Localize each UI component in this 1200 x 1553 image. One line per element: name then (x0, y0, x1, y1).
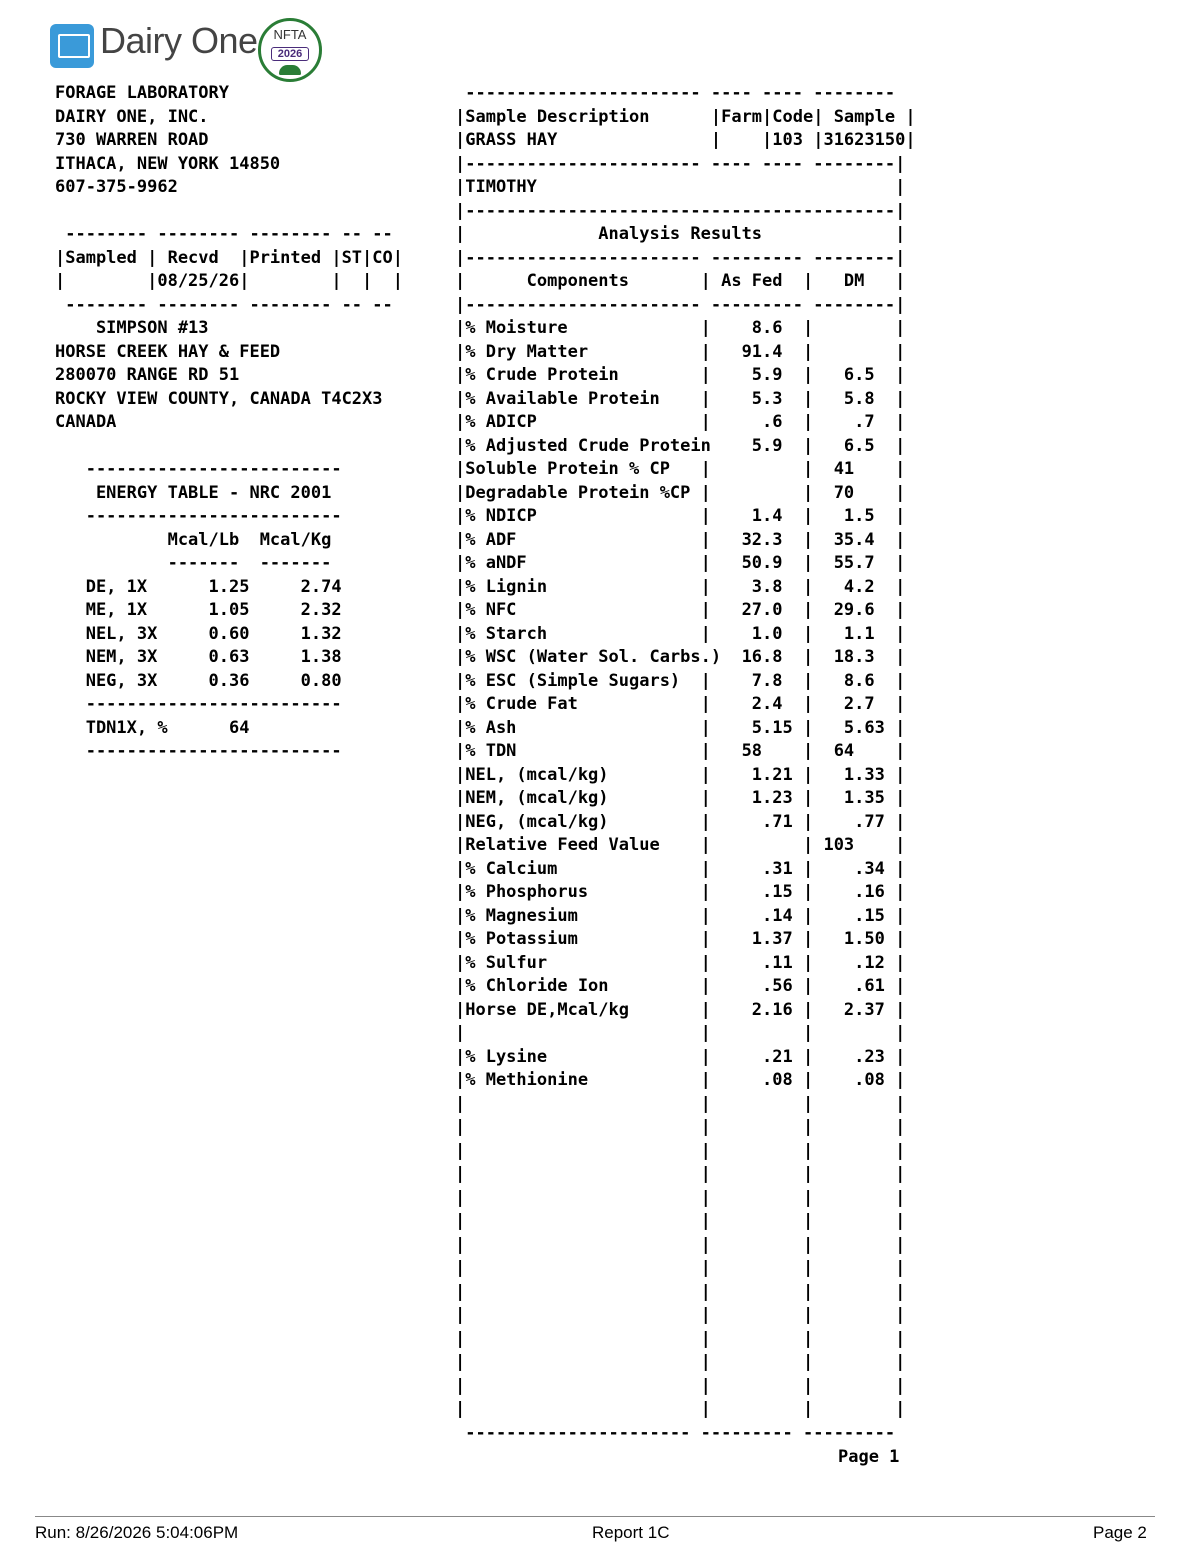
analysis-line: |% Dry Matter | 91.4 | | (455, 341, 906, 362)
analysis-line: |TIMOTHY | (455, 177, 906, 197)
analysis-line: |% NDICP | 1.4 | 1.5 | (455, 506, 906, 526)
lab-info-line: DE, 1X 1.25 2.74 (55, 576, 342, 597)
analysis-line: |% Magnesium | .14 | .15 | (455, 905, 906, 926)
analysis-line: |Degradable Protein %CP | | 70 | (455, 482, 906, 503)
analysis-line: ---------------------- --------- --------- (455, 1422, 896, 1443)
analysis-line: |Relative Feed Value | | 103 | (455, 835, 906, 855)
lab-info-line: |Sampled | Recvd |Printed |ST|CO| (55, 247, 403, 268)
lab-info-line: FORAGE LABORATORY (55, 83, 229, 103)
footer-run-timestamp: Run: 8/26/2026 5:04:06PM (35, 1523, 239, 1542)
analysis-line: | | | | (455, 1093, 906, 1114)
analysis-line: |% aNDF | 50.9 | 55.7 | (455, 553, 906, 573)
dairy-one-logo-icon (50, 24, 94, 68)
lab-info-line: | |08/25/26| | | | (55, 271, 403, 291)
lab-info-line: ENERGY TABLE - NRC 2001 (55, 482, 332, 503)
lab-info-line (55, 435, 403, 459)
lab-info-line: ROCKY VIEW COUNTY, CANADA T4C2X3 (55, 388, 383, 409)
analysis-line: ----------------------- ---- ---- -------- (455, 83, 896, 103)
analysis-line: |Soluble Protein % CP | | 41 | (455, 459, 906, 479)
lab-info-line: CANADA (55, 412, 117, 432)
analysis-line: |----------------------- --------- --------| (455, 247, 906, 268)
analysis-line: |% WSC (Water Sol. Carbs.) 16.8 | 18.3 | (455, 647, 906, 667)
analysis-line: |% Lysine | .21 | .23 | (455, 1046, 906, 1067)
analysis-results-block (455, 82, 916, 1445)
analysis-line: |% NFC | 27.0 | 29.6 | (455, 600, 906, 620)
lab-info-line: ------------------------- (55, 741, 342, 761)
nfta-seal-icon (258, 18, 322, 82)
analysis-line: | | | | (455, 1328, 906, 1349)
footer-divider (35, 1516, 1155, 1517)
lab-info-block (55, 82, 403, 764)
analysis-line: |% Sulfur | .11 | .12 | (455, 952, 906, 973)
analysis-line: |% ADICP | .6 | .7 | (455, 412, 906, 432)
analysis-line: |% Starch | 1.0 | 1.1 | (455, 623, 906, 644)
lab-info-line: ------------------------- (55, 506, 342, 526)
analysis-line: | | | | (455, 1211, 906, 1231)
analysis-line: | | | | (455, 1352, 906, 1372)
analysis-line: |NEL, (mcal/kg) | 1.21 | 1.33 | (455, 764, 906, 785)
analysis-line: |Sample Description |Farm|Code| Sample | (455, 106, 916, 127)
lab-info-line: ME, 1X 1.05 2.32 (55, 600, 342, 620)
seal-text: NFTA (273, 27, 307, 42)
analysis-line: | Components | As Fed | DM | (455, 271, 906, 291)
lab-info-line: ------------------------- (55, 459, 342, 479)
analysis-line: |% Adjusted Crude Protein 5.9 | 6.5 | (455, 435, 906, 456)
analysis-line: |% Lignin | 3.8 | 4.2 | (455, 576, 906, 597)
analysis-line: |Horse DE,Mcal/kg | 2.16 | 2.37 | (455, 999, 906, 1020)
analysis-line: |% Moisture | 8.6 | | (455, 318, 906, 338)
seal-year: 2026 (271, 47, 309, 61)
analysis-line: |GRASS HAY | |103 |31623150| (455, 130, 916, 150)
lab-info-line: 730 WARREN ROAD (55, 130, 209, 150)
page-number-label: Page 1 (838, 1447, 900, 1467)
lab-info-line: ------------------------- (55, 694, 342, 714)
analysis-line: |------------------------------------------| (455, 200, 906, 221)
logo-text: Dairy One (100, 20, 258, 61)
analysis-line: | | | | (455, 1258, 906, 1278)
analysis-line: | | | | (455, 1375, 906, 1396)
analysis-line: |% ESC (Simple Sugars) | 7.8 | 8.6 | (455, 670, 906, 691)
analysis-line: |----------------------- ---- ---- --------| (455, 153, 906, 174)
lab-info-line: -------- -------- -------- -- -- (55, 224, 393, 244)
analysis-line: |% Crude Protein | 5.9 | 6.5 | (455, 365, 906, 385)
analysis-line: | | | | (455, 1140, 906, 1161)
analysis-line: |% ADF | 32.3 | 35.4 | (455, 529, 906, 550)
analysis-line: |% Potassium | 1.37 | 1.50 | (455, 929, 906, 949)
analysis-line: |NEG, (mcal/kg) | .71 | .77 | (455, 811, 906, 832)
analysis-line: |% Calcium | .31 | .34 | (455, 858, 906, 879)
analysis-line: | Analysis Results | (455, 224, 906, 244)
lab-info-line: TDN1X, % 64 (55, 717, 250, 738)
footer-report-name: Report 1C (592, 1523, 670, 1542)
analysis-line: | | | | (455, 1187, 906, 1208)
analysis-line: | | | | (455, 1234, 906, 1255)
lab-info-line (55, 200, 403, 224)
analysis-line: | | | | (455, 1399, 906, 1419)
lab-info-line: DAIRY ONE, INC. (55, 106, 209, 127)
analysis-line: |% Crude Fat | 2.4 | 2.7 | (455, 694, 906, 714)
lab-info-line: Mcal/Lb Mcal/Kg (55, 529, 332, 550)
analysis-line: | | | | (455, 1281, 906, 1302)
analysis-line: |% Methionine | .08 | .08 | (455, 1070, 906, 1090)
analysis-line: | | | | (455, 1164, 906, 1184)
analysis-line: |% TDN | 58 | 64 | (455, 741, 906, 761)
header-logo (50, 18, 330, 80)
analysis-line: |% Available Protein | 5.3 | 5.8 | (455, 388, 906, 409)
lab-info-line: ------- ------- (55, 553, 332, 573)
analysis-line: |% Ash | 5.15 | 5.63 | (455, 717, 906, 738)
analysis-line: |% Phosphorus | .15 | .16 | (455, 882, 906, 902)
lab-info-line: NEG, 3X 0.36 0.80 (55, 670, 342, 691)
lab-info-line: SIMPSON #13 (55, 318, 209, 338)
lab-info-line: HORSE CREEK HAY & FEED (55, 341, 281, 362)
lab-info-line: NEL, 3X 0.60 1.32 (55, 623, 342, 644)
analysis-line: |% Chloride Ion | .56 | .61 | (455, 976, 906, 996)
lab-info-line: 280070 RANGE RD 51 (55, 365, 240, 385)
analysis-line: | | | | (455, 1305, 906, 1325)
footer-page-number: Page 2 (1093, 1523, 1147, 1542)
lab-info-line: NEM, 3X 0.63 1.38 (55, 647, 342, 667)
analysis-line: |NEM, (mcal/kg) | 1.23 | 1.35 | (455, 788, 906, 808)
analysis-line: | | | | (455, 1023, 906, 1043)
lab-info-line: -------- -------- -------- -- -- (55, 294, 393, 315)
lab-info-line: ITHACA, NEW YORK 14850 (55, 153, 281, 174)
analysis-line: |----------------------- --------- --------| (455, 294, 906, 315)
analysis-line: | | | | (455, 1117, 906, 1137)
lab-info-line: 607-375-9962 (55, 177, 178, 197)
